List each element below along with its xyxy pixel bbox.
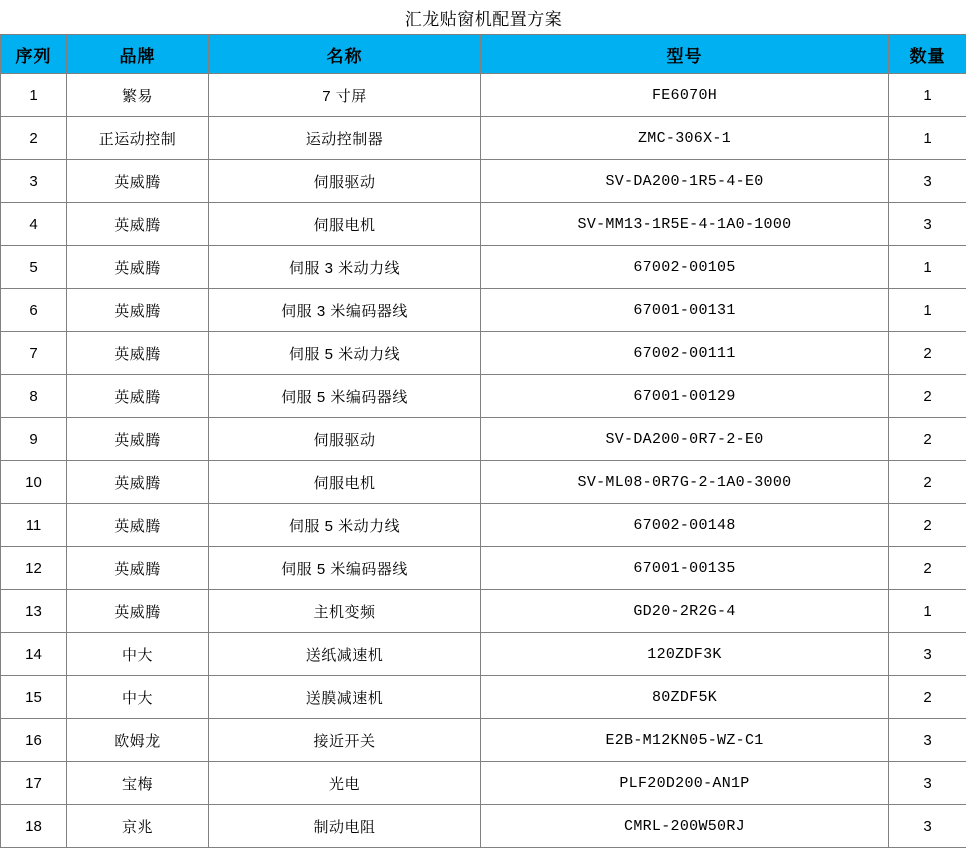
- cell-brand: 正运动控制: [67, 117, 209, 160]
- title-row: [1, 0, 966, 35]
- column-header-model: 型号: [481, 35, 889, 74]
- table-row: [1, 547, 966, 590]
- cell-brand: 英威腾: [67, 160, 209, 203]
- table-row: [1, 590, 966, 633]
- cell-brand: 英威腾: [67, 203, 209, 246]
- table-row: [1, 74, 966, 117]
- cell-model: 67001-00129: [481, 375, 889, 418]
- cell-seq: 18: [1, 805, 67, 848]
- cell-name: 伺服驱动: [209, 160, 481, 203]
- cell-brand: 英威腾: [67, 547, 209, 590]
- cell-qty: 2: [889, 547, 966, 590]
- column-header-seq: 序列: [1, 35, 67, 74]
- table-row: [1, 246, 966, 289]
- table-row: [1, 418, 966, 461]
- cell-qty: 3: [889, 719, 966, 762]
- cell-model: 80ZDF5K: [481, 676, 889, 719]
- table-row: [1, 719, 966, 762]
- page-title: 汇龙贴窗机配置方案: [404, 9, 563, 29]
- cell-seq: 8: [1, 375, 67, 418]
- cell-name: 伺服电机: [209, 461, 481, 504]
- cell-brand: 欧姆龙: [67, 719, 209, 762]
- table-row: [1, 160, 966, 203]
- cell-qty: 1: [889, 289, 966, 332]
- cell-name: 光电: [209, 762, 481, 805]
- cell-seq: 13: [1, 590, 67, 633]
- cell-name: 送纸减速机: [209, 633, 481, 676]
- cell-brand: 京兆: [67, 805, 209, 848]
- cell-name: 制动电阻: [209, 805, 481, 848]
- cell-qty: 1: [889, 590, 966, 633]
- cell-name: 主机变频: [209, 590, 481, 633]
- cell-brand: 英威腾: [67, 504, 209, 547]
- cell-qty: 3: [889, 805, 966, 848]
- cell-seq: 6: [1, 289, 67, 332]
- cell-brand: 英威腾: [67, 246, 209, 289]
- cell-model: PLF20D200-AN1P: [481, 762, 889, 805]
- cell-model: 67001-00131: [481, 289, 889, 332]
- table-row: [1, 461, 966, 504]
- cell-seq: 4: [1, 203, 67, 246]
- table-row: [1, 332, 966, 375]
- cell-name: 接近开关: [209, 719, 481, 762]
- cell-model: FE6070H: [481, 74, 889, 117]
- cell-seq: 16: [1, 719, 67, 762]
- cell-qty: 3: [889, 160, 966, 203]
- cell-model: 67002-00148: [481, 504, 889, 547]
- cell-brand: 英威腾: [67, 289, 209, 332]
- table-row: [1, 289, 966, 332]
- cell-seq: 17: [1, 762, 67, 805]
- column-header-name: 名称: [209, 35, 481, 74]
- cell-qty: 1: [889, 246, 966, 289]
- table-row: [1, 375, 966, 418]
- cell-model: 67001-00135: [481, 547, 889, 590]
- cell-brand: 繁易: [67, 74, 209, 117]
- cell-brand: 英威腾: [67, 375, 209, 418]
- cell-name: 送膜减速机: [209, 676, 481, 719]
- cell-name: 伺服 5 米编码器线: [209, 375, 481, 418]
- column-header-brand: 品牌: [67, 35, 209, 74]
- cell-seq: 1: [1, 74, 67, 117]
- cell-name: 伺服 5 米动力线: [209, 504, 481, 547]
- cell-brand: 英威腾: [67, 461, 209, 504]
- cell-seq: 15: [1, 676, 67, 719]
- cell-qty: 2: [889, 418, 966, 461]
- cell-model: 120ZDF3K: [481, 633, 889, 676]
- cell-model: SV-MM13-1R5E-4-1A0-1000: [481, 203, 889, 246]
- column-header-qty: 数量: [889, 35, 966, 74]
- cell-seq: 10: [1, 461, 67, 504]
- table-row: [1, 117, 966, 160]
- table-body: [1, 0, 966, 848]
- cell-name: 伺服 3 米动力线: [209, 246, 481, 289]
- table-row: [1, 504, 966, 547]
- cell-qty: 2: [889, 461, 966, 504]
- table-row: [1, 805, 966, 848]
- cell-qty: 3: [889, 762, 966, 805]
- table-row: [1, 203, 966, 246]
- cell-brand: 英威腾: [67, 590, 209, 633]
- cell-name: 伺服 5 米编码器线: [209, 547, 481, 590]
- cell-seq: 3: [1, 160, 67, 203]
- cell-qty: 2: [889, 332, 966, 375]
- cell-model: SV-DA200-0R7-2-E0: [481, 418, 889, 461]
- cell-name: 运动控制器: [209, 117, 481, 160]
- cell-model: GD20-2R2G-4: [481, 590, 889, 633]
- cell-qty: 2: [889, 504, 966, 547]
- cell-qty: 3: [889, 633, 966, 676]
- cell-seq: 9: [1, 418, 67, 461]
- cell-qty: 1: [889, 117, 966, 160]
- cell-model: ZMC-306X-1: [481, 117, 889, 160]
- cell-brand: 中大: [67, 633, 209, 676]
- cell-model: SV-DA200-1R5-4-E0: [481, 160, 889, 203]
- table-row: [1, 676, 966, 719]
- cell-name: 7 寸屏: [209, 74, 481, 117]
- table-row: [1, 762, 966, 805]
- table-header-row: [1, 35, 966, 74]
- cell-seq: 11: [1, 504, 67, 547]
- cell-brand: 英威腾: [67, 332, 209, 375]
- cell-seq: 14: [1, 633, 67, 676]
- cell-model: 67002-00105: [481, 246, 889, 289]
- cell-model: CMRL-200W50RJ: [481, 805, 889, 848]
- cell-name: 伺服驱动: [209, 418, 481, 461]
- cell-brand: 宝梅: [67, 762, 209, 805]
- cell-brand: 英威腾: [67, 418, 209, 461]
- cell-brand: 中大: [67, 676, 209, 719]
- cell-seq: 7: [1, 332, 67, 375]
- cell-seq: 2: [1, 117, 67, 160]
- cell-model: SV-ML08-0R7G-2-1A0-3000: [481, 461, 889, 504]
- cell-qty: 2: [889, 676, 966, 719]
- cell-model: 67002-00111: [481, 332, 889, 375]
- cell-name: 伺服电机: [209, 203, 481, 246]
- cell-seq: 5: [1, 246, 67, 289]
- cell-name: 伺服 3 米编码器线: [209, 289, 481, 332]
- table-row: [1, 633, 966, 676]
- cell-qty: 3: [889, 203, 966, 246]
- cell-qty: 1: [889, 74, 966, 117]
- cell-model: E2B-M12KN05-WZ-C1: [481, 719, 889, 762]
- cell-seq: 12: [1, 547, 67, 590]
- cell-name: 伺服 5 米动力线: [209, 332, 481, 375]
- cell-qty: 2: [889, 375, 966, 418]
